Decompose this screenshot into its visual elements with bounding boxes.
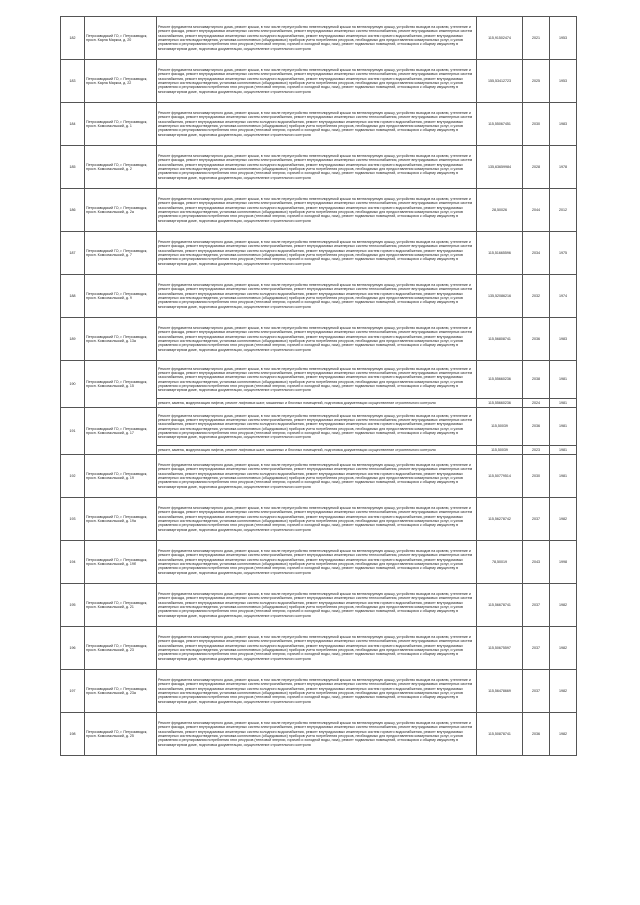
work-description: Ремонт фундамента многоквартирного дома, ремонт крыши, в том числе переустройство невентилируемой крыши на вентилируемую крышу, устройство выходов на кровлю, утепление и ремонт фасада, ремонт внутридомовых инженерных систем электроснабжения, ремонт внутридомовых инженерных систем теплоснабжения, ремонт внутридомовых инженерных систем газоснабжения, ремонт внутридомовых инженерных систем холодного водоснабжения, ремонт внутридомовых инженерных систем горячего водоснабжения, ремонт внутридомовых инженерных систем водоотведения, установка коллективных (общедомовых) приборов учета потребления ресурсов, необходимых для предоставления коммунальных услуг, и узлов управления и регулирования потребления этих ресурсов (тепловой энергии, горячей и холодной воды, газа), ремонт подвальных помещений, относящихся к общему имуществу в многоквартирном доме, подготовка документации, осуществление строительного контроля [157,189,477,232]
house-id: 115,55660236 [477,399,523,408]
house-address: Петрозаводский ГО, г. Петрозаводск, просп. Комсомольский, д. 15 [85,361,157,408]
work-description: Ремонт фундамента многоквартирного дома, ремонт крыши, в том числе переустройство невентилируемой крыши на вентилируемую крышу, устройство выходов на кровлю, утепление и ремонт фасада, ремонт внутридомовых инженерных систем электроснабжения, ремонт внутридомовых инженерных систем теплоснабжения, ремонт внутридомовых инженерных систем газоснабжения, ремонт внутридомовых инженерных систем холодного водоснабжения, ремонт внутридомовых инженерных систем горячего водоснабжения, ремонт внутридомовых инженерных систем водоотведения, установка коллективных (общедомовых) приборов учета потребления ресурсов, необходимых для предоставления коммунальных услуг, и узлов управления и регулирования потребления этих ресурсов (тепловой энергии, горячей и холодной воды, газа), ремонт подвальных помещений, относящихся к общему имуществу в многоквартирном доме, подготовка документации, осуществление строительного контроля [157,584,477,627]
house-id: 115,51665596 [477,232,523,275]
work-description: Ремонт фундамента многоквартирного дома, ремонт крыши, в том числе переустройство невентилируемой крыши на вентилируемую крышу, устройство выходов на кровлю, утепление и ремонт фасада, ремонт внутридомовых инженерных систем электроснабжения, ремонт внутридомовых инженерных систем теплоснабжения, ремонт внутридомовых инженерных систем газоснабжения, ремонт внутридомовых инженерных систем холодного водоснабжения, ремонт внутридомовых инженерных систем горячего водоснабжения, ремонт внутридомовых инженерных систем водоотведения, установка коллективных (общедомовых) приборов учета потребления ресурсов, необходимых для предоставления коммунальных услуг, и узлов управления и регулирования потребления этих ресурсов (тепловой энергии, горячей и холодной воды, газа), ремонт подвальных помещений, относящихся к общему имуществу в многоквартирном доме, подготовка документации, осуществление строительного контроля [157,408,477,446]
table-row [61,232,577,275]
house-id: 115,56678741 [477,584,523,627]
row-number: 188 [61,275,85,318]
plan-year: 2037 [523,627,550,670]
work-description: Ремонт фундамента многоквартирного дома, ремонт крыши, в том числе переустройство невентилируемой крыши на вентилируемую крышу, устройство выходов на кровлю, утепление и ремонт фасада, ремонт внутридомовых инженерных систем электроснабжения, ремонт внутридомовых инженерных систем теплоснабжения, ремонт внутридомовых инженерных систем газоснабжения, ремонт внутридомовых инженерных систем холодного водоснабжения, ремонт внутридомовых инженерных систем горячего водоснабжения, ремонт внутридомовых инженерных систем водоотведения, установка коллективных (общедомовых) приборов учета потребления ресурсов, необходимых для предоставления коммунальных услуг, и узлов управления и регулирования потребления этих ресурсов (тепловой энергии, горячей и холодной воды, газа), ремонт подвальных помещений, относящихся к общему имуществу в многоквартирном доме, подготовка документации, осуществление строительного контроля [157,670,477,713]
table-row [61,498,577,541]
house-address: Петрозаводский ГО, г. Петрозаводск, просп. Комсомольский, д. 13а [85,318,157,361]
house-address: Петрозаводский ГО, г. Петрозаводск, просп. Карла Маркса, д. 22 [85,60,157,103]
row-number: 187 [61,232,85,275]
build-year: 1982 [550,498,577,541]
row-number: 196 [61,627,85,670]
house-address: Петрозаводский ГО, г. Петрозаводск, просп. Комсомольский, д. 19 [85,455,157,498]
house-id: 115,50779514 [477,455,523,498]
table-row [61,146,577,189]
house-id: 135,63659984 [477,146,523,189]
build-year: 1978 [550,146,577,189]
register-sheet [60,16,576,756]
build-year: 1953 [550,17,577,60]
plan-year: 2037 [523,584,550,627]
house-address: Петрозаводский ГО, г. Петрозаводск, просп. Комсомольский, д. 23 [85,627,157,670]
house-address: Петрозаводский ГО, г. Петрозаводск, просп. Карла Маркса, д. 20 [85,17,157,60]
house-id: 115,56808741 [477,318,523,361]
house-id: 115,55067451 [477,103,523,146]
build-year: 1981 [550,455,577,498]
house-id: 78,50019 [477,541,523,584]
build-year: 1982 [550,584,577,627]
house-address: Петрозаводский ГО, г. Петрозаводск, просп. Комсомольский, д. 1 [85,103,157,146]
register-body [61,17,577,756]
build-year: 2012 [550,189,577,232]
house-address: Петрозаводский ГО, г. Петрозаводск, просп. Комсомольский, д. 2а [85,189,157,232]
plan-year: 2025 [523,60,550,103]
build-year: 1974 [550,275,577,318]
work-description: Ремонт фундамента многоквартирного дома, ремонт крыши, в том числе переустройство невентилируемой крыши на вентилируемую крышу, устройство выходов на кровлю, утепление и ремонт фасада, ремонт внутридомовых инженерных систем электроснабжения, ремонт внутридомовых инженерных систем теплоснабжения, ремонт внутридомовых инженерных систем газоснабжения, ремонт внутридомовых инженерных систем холодного водоснабжения, ремонт внутридомовых инженерных систем горячего водоснабжения, ремонт внутридомовых инженерных систем водоотведения, установка коллективных (общедомовых) приборов учета потребления ресурсов, необходимых для предоставления коммунальных услуг, и узлов управления и регулирования потребления этих ресурсов (тепловой энергии, горячей и холодной воды, газа), ремонт подвальных помещений, относящихся к общему имуществу в многоквартирном доме, подготовка документации, осуществление строительного контроля [157,455,477,498]
work-description: Ремонт фундамента многоквартирного дома, ремонт крыши, в том числе переустройство невентилируемой крыши на вентилируемую крышу, устройство выходов на кровлю, утепление и ремонт фасада, ремонт внутридомовых инженерных систем электроснабжения, ремонт внутридомовых инженерных систем теплоснабжения, ремонт внутридомовых инженерных систем газоснабжения, ремонт внутридомовых инженерных систем холодного водоснабжения, ремонт внутридомовых инженерных систем горячего водоснабжения, ремонт внутридомовых инженерных систем водоотведения, установка коллективных (общедомовых) приборов учета потребления ресурсов, необходимых для предоставления коммунальных услуг, и узлов управления и регулирования потребления этих ресурсов (тепловой энергии, горячей и холодной воды, газа), ремонт подвальных помещений, относящихся к общему имуществу в многоквартирном доме, подготовка документации, осуществление строительного контроля [157,232,477,275]
plan-year: 2036 [523,318,550,361]
table-row [61,408,577,446]
work-description: Ремонт фундамента многоквартирного дома, ремонт крыши, в том числе переустройство невентилируемой крыши на вентилируемую крышу, устройство выходов на кровлю, утепление и ремонт фасада, ремонт внутридомовых инженерных систем электроснабжения, ремонт внутридомовых инженерных систем теплоснабжения, ремонт внутридомовых инженерных систем газоснабжения, ремонт внутридомовых инженерных систем холодного водоснабжения, ремонт внутридомовых инженерных систем горячего водоснабжения, ремонт внутридомовых инженерных систем водоотведения, установка коллективных (общедомовых) приборов учета потребления ресурсов, необходимых для предоставления коммунальных услуг, и узлов управления и регулирования потребления этих ресурсов (тепловой энергии, горячей и холодной воды, газа), ремонт подвальных помещений, относящихся к общему имуществу в многоквартирном доме, подготовка документации, осуществление строительного контроля [157,361,477,399]
work-description-lift: ремонт, замена, модернизация лифтов, ремонт лифтовых шахт, машинных и блочных помещений, подготовка документации осуществление строительного контроля [157,399,477,408]
table-row [61,275,577,318]
plan-year: 2030 [523,103,550,146]
build-year: 1981 [550,361,577,399]
table-row [61,318,577,361]
row-number: 185 [61,146,85,189]
row-number: 195 [61,584,85,627]
row-number: 184 [61,103,85,146]
row-number: 192 [61,455,85,498]
table-row [61,627,577,670]
plan-year: 2023 [523,446,550,455]
house-address: Петрозаводский ГО, г. Петрозаводск, просп. Комсомольский, д. 25 [85,713,157,756]
house-id: 115,56278742 [477,498,523,541]
build-year: 1982 [550,713,577,756]
work-description: Ремонт фундамента многоквартирного дома, ремонт крыши, в том числе переустройство невентилируемой крыши на вентилируемую крышу, устройство выходов на кровлю, утепление и ремонт фасада, ремонт внутридомовых инженерных систем электроснабжения, ремонт внутридомовых инженерных систем теплоснабжения, ремонт внутридомовых инженерных систем газоснабжения, ремонт внутридомовых инженерных систем холодного водоснабжения, ремонт внутридомовых инженерных систем горячего водоснабжения, ремонт внутридомовых инженерных систем водоотведения, установка коллективных (общедомовых) приборов учета потребления ресурсов, необходимых для предоставления коммунальных услуг, и узлов управления и регулирования потребления этих ресурсов (тепловой энергии, горячей и холодной воды, газа), ремонт подвальных помещений, относящихся к общему имуществу в многоквартирном доме, подготовка документации, осуществление строительного контроля [157,627,477,670]
work-description: Ремонт фундамента многоквартирного дома, ремонт крыши, в том числе переустройство невентилируемой крыши на вентилируемую крышу, устройство выходов на кровлю, утепление и ремонт фасада, ремонт внутридомовых инженерных систем электроснабжения, ремонт внутридомовых инженерных систем теплоснабжения, ремонт внутридомовых инженерных систем газоснабжения, ремонт внутридомовых инженерных систем холодного водоснабжения, ремонт внутридомовых инженерных систем горячего водоснабжения, ремонт внутридомовых инженерных систем водоотведения, установка коллективных (общедомовых) приборов учета потребления ресурсов, необходимых для предоставления коммунальных услуг, и узлов управления и регулирования потребления этих ресурсов (тепловой энергии, горячей и холодной воды, газа), ремонт подвальных помещений, относящихся к общему имуществу в многоквартирном доме, подготовка документации, осуществление строительного контроля [157,318,477,361]
row-number: 190 [61,361,85,408]
work-description: Ремонт фундамента многоквартирного дома, ремонт крыши, в том числе переустройство невентилируемой крыши на вентилируемую крышу, устройство выходов на кровлю, утепление и ремонт фасада, ремонт внутридомовых инженерных систем электроснабжения, ремонт внутридомовых инженерных систем теплоснабжения, ремонт внутридомовых инженерных систем газоснабжения, ремонт внутридомовых инженерных систем холодного водоснабжения, ремонт внутридомовых инженерных систем горячего водоснабжения, ремонт внутридомовых инженерных систем водоотведения, установка коллективных (общедомовых) приборов учета потребления ресурсов, необходимых для предоставления коммунальных услуг, и узлов управления и регулирования потребления этих ресурсов (тепловой энергии, горячей и холодной воды, газа), ремонт подвальных помещений, относящихся к общему имуществу в многоквартирном доме, подготовка документации, осуществление строительного контроля [157,275,477,318]
house-id: 28,50026 [477,189,523,232]
row-number: 197 [61,670,85,713]
work-description-lift: ремонт, замена, модернизация лифтов, ремонт лифтовых шахт, машинных и блочных помещений, подготовка документации осуществление строительного контроля [157,446,477,455]
table-row [61,189,577,232]
house-id: 115,50675597 [477,627,523,670]
plan-year: 2038 [523,361,550,399]
house-id: 115,50878741 [477,713,523,756]
table-row [61,17,577,60]
row-number: 189 [61,318,85,361]
house-id: 115,91502474 [477,17,523,60]
work-description: Ремонт фундамента многоквартирного дома, ремонт крыши, в том числе переустройство невентилируемой крыши на вентилируемую крышу, устройство выходов на кровлю, утепление и ремонт фасада, ремонт внутридомовых инженерных систем электроснабжения, ремонт внутридомовых инженерных систем теплоснабжения, ремонт внутридомовых инженерных систем газоснабжения, ремонт внутридомовых инженерных систем холодного водоснабжения, ремонт внутридомовых инженерных систем горячего водоснабжения, ремонт внутридомовых инженерных систем водоотведения, установка коллективных (общедомовых) приборов учета потребления ресурсов, необходимых для предоставления коммунальных услуг, и узлов управления и регулирования потребления этих ресурсов (тепловой энергии, горячей и холодной воды, газа), ремонт подвальных помещений, относящихся к общему имуществу в многоквартирном доме, подготовка документации, осуществление строительного контроля [157,541,477,584]
row-number: 186 [61,189,85,232]
house-id: 135,52086216 [477,275,523,318]
house-address: Петрозаводский ГО, г. Петрозаводск, просп. Комсомольский, д. 2 [85,146,157,189]
plan-year: 2043 [523,541,550,584]
plan-year: 2036 [523,408,550,446]
plan-year: 2021 [523,17,550,60]
house-address: Петрозаводский ГО, г. Петрозаводск, просп. Комсомольский, д. 7 [85,232,157,275]
plan-year: 2024 [523,399,550,408]
work-description: Ремонт фундамента многоквартирного дома, ремонт крыши, в том числе переустройство невентилируемой крыши на вентилируемую крышу, устройство выходов на кровлю, утепление и ремонт фасада, ремонт внутридомовых инженерных систем электроснабжения, ремонт внутридомовых инженерных систем теплоснабжения, ремонт внутридомовых инженерных систем газоснабжения, ремонт внутридомовых инженерных систем холодного водоснабжения, ремонт внутридомовых инженерных систем горячего водоснабжения, ремонт внутридомовых инженерных систем водоотведения, установка коллективных (общедомовых) приборов учета потребления ресурсов, необходимых для предоставления коммунальных услуг, и узлов управления и регулирования потребления этих ресурсов (тепловой энергии, горячей и холодной воды, газа), ремонт подвальных помещений, относящихся к общему имуществу в многоквартирном доме, подготовка документации, осуществление строительного контроля [157,60,477,103]
build-year: 1998 [550,541,577,584]
house-address: Петрозаводский ГО, г. Петрозаводск, просп. Комсомольский, д. 17 [85,408,157,455]
build-year: 1981 [550,399,577,408]
row-number: 182 [61,17,85,60]
build-year: 1983 [550,318,577,361]
house-id: 155,53412723 [477,60,523,103]
table-row [61,455,577,498]
work-description: Ремонт фундамента многоквартирного дома, ремонт крыши, в том числе переустройство невентилируемой крыши на вентилируемую крышу, устройство выходов на кровлю, утепление и ремонт фасада, ремонт внутридомовых инженерных систем электроснабжения, ремонт внутридомовых инженерных систем теплоснабжения, ремонт внутридомовых инженерных систем газоснабжения, ремонт внутридомовых инженерных систем холодного водоснабжения, ремонт внутридомовых инженерных систем горячего водоснабжения, ремонт внутридомовых инженерных систем водоотведения, установка коллективных (общедомовых) приборов учета потребления ресурсов, необходимых для предоставления коммунальных услуг, и узлов управления и регулирования потребления этих ресурсов (тепловой энергии, горячей и холодной воды, газа), ремонт подвальных помещений, относящихся к общему имуществу в многоквартирном доме, подготовка документации, осуществление строительного контроля [157,146,477,189]
house-id: 115,50039 [477,446,523,455]
table-row [61,60,577,103]
table-row [61,713,577,756]
build-year: 1981 [550,446,577,455]
house-address: Петрозаводский ГО, г. Петрозаводск, просп. Комсомольский, д. 19а [85,498,157,541]
house-id: 115,50039 [477,408,523,446]
work-description: Ремонт фундамента многоквартирного дома, ремонт крыши, в том числе переустройство невентилируемой крыши на вентилируемую крышу, устройство выходов на кровлю, утепление и ремонт фасада, ремонт внутридомовых инженерных систем электроснабжения, ремонт внутридомовых инженерных систем теплоснабжения, ремонт внутридомовых инженерных систем газоснабжения, ремонт внутридомовых инженерных систем холодного водоснабжения, ремонт внутридомовых инженерных систем горячего водоснабжения, ремонт внутридомовых инженерных систем водоотведения, установка коллективных (общедомовых) приборов учета потребления ресурсов, необходимых для предоставления коммунальных услуг, и узлов управления и регулирования потребления этих ресурсов (тепловой энергии, горячей и холодной воды, газа), ремонт подвальных помещений, относящихся к общему имуществу в многоквартирном доме, подготовка документации, осуществление строительного контроля [157,713,477,756]
build-year: 1982 [550,670,577,713]
work-description: Ремонт фундамента многоквартирного дома, ремонт крыши, в том числе переустройство невентилируемой крыши на вентилируемую крышу, устройство выходов на кровлю, утепление и ремонт фасада, ремонт внутридомовых инженерных систем электроснабжения, ремонт внутридомовых инженерных систем теплоснабжения, ремонт внутридомовых инженерных систем газоснабжения, ремонт внутридомовых инженерных систем холодного водоснабжения, ремонт внутридомовых инженерных систем горячего водоснабжения, ремонт внутридомовых инженерных систем водоотведения, установка коллективных (общедомовых) приборов учета потребления ресурсов, необходимых для предоставления коммунальных услуг, и узлов управления и регулирования потребления этих ресурсов (тепловой энергии, горячей и холодной воды, газа), ремонт подвальных помещений, относящихся к общему имуществу в многоквартирном доме, подготовка документации, осуществление строительного контроля [157,498,477,541]
house-id: 115,55660236 [477,361,523,399]
work-description: Ремонт фундамента многоквартирного дома, ремонт крыши, в том числе переустройство невентилируемой крыши на вентилируемую крышу, устройство выходов на кровлю, утепление и ремонт фасада, ремонт внутридомовых инженерных систем электроснабжения, ремонт внутридомовых инженерных систем теплоснабжения, ремонт внутридомовых инженерных систем газоснабжения, ремонт внутридомовых инженерных систем холодного водоснабжения, ремонт внутридомовых инженерных систем горячего водоснабжения, ремонт внутридомовых инженерных систем водоотведения, установка коллективных (общедомовых) приборов учета потребления ресурсов, необходимых для предоставления коммунальных услуг, и узлов управления и регулирования потребления этих ресурсов (тепловой энергии, горячей и холодной воды, газа), ремонт подвальных помещений, относящихся к общему имуществу в многоквартирном доме, подготовка документации, осуществление строительного контроля [157,17,477,60]
row-number: 198 [61,713,85,756]
build-year: 1983 [550,103,577,146]
table-row [61,584,577,627]
build-year: 1975 [550,232,577,275]
table-row [61,361,577,399]
plan-year: 2034 [523,232,550,275]
plan-year: 2044 [523,189,550,232]
row-number: 194 [61,541,85,584]
plan-year: 2030 [523,455,550,498]
house-address: Петрозаводский ГО, г. Петрозаводск, просп. Комсомольский, д. 23а [85,670,157,713]
house-id: 115,56478669 [477,670,523,713]
plan-year: 2037 [523,670,550,713]
row-number: 193 [61,498,85,541]
row-number: 191 [61,408,85,455]
table-row [61,670,577,713]
repair-register-table [60,16,577,756]
build-year: 1982 [550,627,577,670]
house-address: Петрозаводский ГО, г. Петрозаводск, просп. Комсомольский, д. 9 [85,275,157,318]
build-year: 1953 [550,60,577,103]
build-year: 1981 [550,408,577,446]
row-number: 183 [61,60,85,103]
plan-year: 2028 [523,146,550,189]
house-address: Петрозаводский ГО, г. Петрозаводск, просп. Комсомольский, д. 21 [85,584,157,627]
plan-year: 2037 [523,498,550,541]
plan-year: 2036 [523,713,550,756]
table-row [61,541,577,584]
house-address: Петрозаводский ГО, г. Петрозаводск, просп. Комсомольский, д. 19б [85,541,157,584]
work-description: Ремонт фундамента многоквартирного дома, ремонт крыши, в том числе переустройство невентилируемой крыши на вентилируемую крышу, устройство выходов на кровлю, утепление и ремонт фасада, ремонт внутридомовых инженерных систем электроснабжения, ремонт внутридомовых инженерных систем теплоснабжения, ремонт внутридомовых инженерных систем газоснабжения, ремонт внутридомовых инженерных систем холодного водоснабжения, ремонт внутридомовых инженерных систем горячего водоснабжения, ремонт внутридомовых инженерных систем водоотведения, установка коллективных (общедомовых) приборов учета потребления ресурсов, необходимых для предоставления коммунальных услуг, и узлов управления и регулирования потребления этих ресурсов (тепловой энергии, горячей и холодной воды, газа), ремонт подвальных помещений, относящихся к общему имуществу в многоквартирном доме, подготовка документации, осуществление строительного контроля [157,103,477,146]
plan-year: 2032 [523,275,550,318]
table-row [61,103,577,146]
